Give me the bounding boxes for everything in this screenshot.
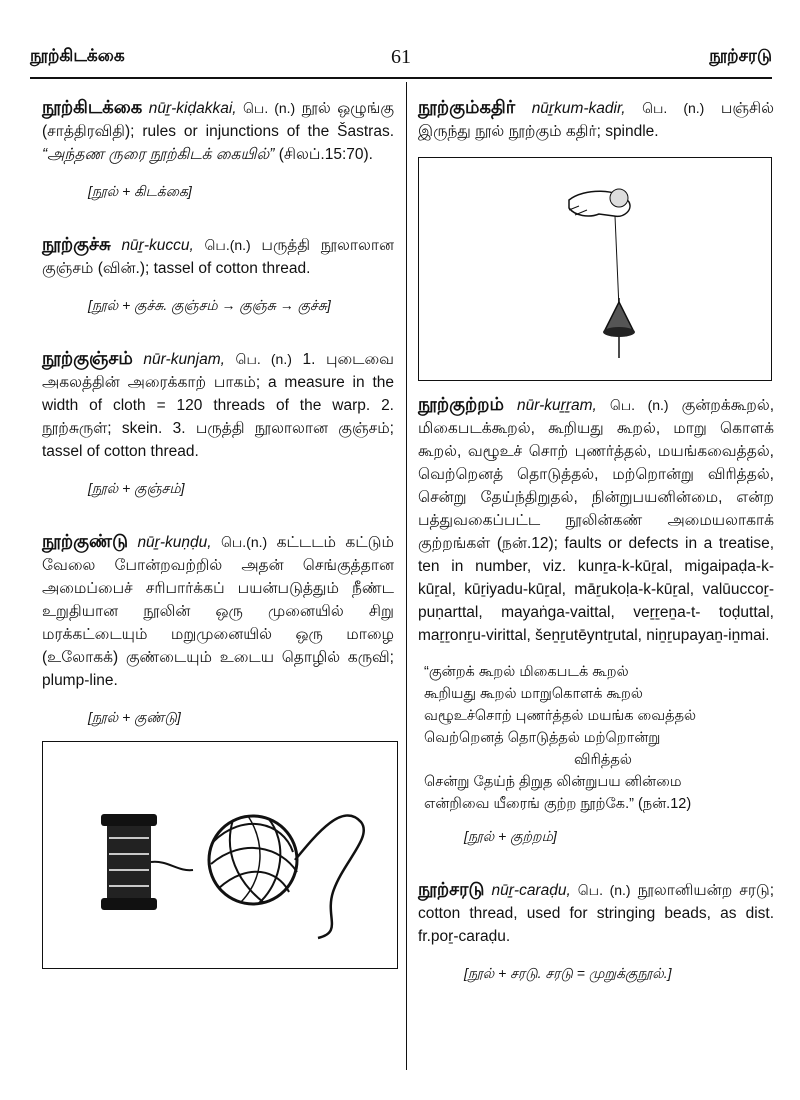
etymology: [நூல் + குச்சு. குஞ்சம் → குஞ்சு → குச்சு] (88, 297, 331, 313)
transliteration: nūṟ-kuṇḍu, (137, 534, 212, 551)
etymology: [நூல் + குண்டு] (88, 709, 181, 725)
verse-line-last (424, 793, 774, 815)
definition: குன்றக்கூறல், மிகைபடக்கூறல், கூறியது கூறல், மாறு கொளக் கூறல், வழூஉச் சொற் புணர்த்தல், மயங்கவைத்தல், வெற்றெனத் தொடுத்தல், மற்றொன்று விரித்தல், சென்று தேய்ந்திறுதல், நின்றுபயனின்மை, என்ற பத்துவகைப்பட்ட நூலின்கண் அமையலாகாக் குற்றங்கள் (நன்.12); faults or defects in a treatise, ten in number, viz. kunṟa-k-kūṟal, migaipaḍa-k-kūṟal, kūṟiyadu-kūṟal, māṟukoḷa-k-kūṟal, valūuccoṟ-puṇarttal, mayaṅga-vaittal, veṟṟeṉa-t- toḍuttal, maṟṟonṟu-virittal, šeṉṟutēyntṟutal, niṉṟupayaṉ-iṉmai. (418, 397, 775, 644)
part-of-speech: பெ.(n.) (220, 534, 268, 550)
entry-nurkum-kadir (418, 96, 774, 143)
headword: நூற்குற்றம் (418, 394, 505, 414)
headword: நூற்கிடக்கை (42, 97, 143, 117)
page-header (30, 36, 772, 76)
running-head-left: நூற்கிடக்கை (30, 46, 125, 65)
right-column (418, 96, 774, 985)
entry-nur-caradu (418, 878, 774, 948)
verse-quotation (424, 661, 774, 815)
left-column (42, 96, 394, 983)
spindle-illustration (418, 157, 772, 381)
transliteration: nūr-kuṟṟam, (517, 397, 597, 414)
part-of-speech: பெ. (n.) (642, 100, 705, 116)
verse-line: வெற்றெனத் தொடுத்தல் மற்றொன்று (424, 730, 661, 746)
column-divider (406, 82, 407, 1070)
etymology: [நூல் + குஞ்சம்] (88, 480, 185, 496)
verse-line: விரித்தல் (574, 752, 632, 768)
etymology: [நூல் + குற்றம்] (464, 828, 557, 844)
headword: நூற்குண்டு (42, 531, 129, 551)
transliteration: nūṟ-kiḍakkai, (148, 100, 237, 117)
entry-nur-kidakkai (42, 96, 394, 166)
part-of-speech: பெ. (n.) (243, 100, 296, 116)
quotation: “அந்தண ருரை நூற்கிடக் கையில்” (42, 146, 275, 163)
verse-line: என்றிவை யீரைங் குற்ற நூற்கே.” (424, 796, 634, 812)
etymology: [நூல் + கிடக்கை] (88, 183, 192, 199)
entry-nur-kurram (418, 393, 774, 647)
verse-line: வழூஉச்சொற் புணர்த்தல் மயங்க வைத்தல் (424, 708, 697, 724)
definition: கட்டடம் கட்டும் வேலை போன்றவற்றில் அதன் செங்குத்தான அமைப்பைச் சரிபார்க்கப் பயன்படுத்தும் நீண்ட உறுதியான நூலின் ஒரு முனையில் சிறு மரக்கட்டையும் மறுமுனையில் ஒரு மாழை (உலோகக்) குண்டையும் உடைய தொழில் கருவி; plump-line. (42, 534, 394, 689)
transliteration: nūṟ-caraḍu, (491, 882, 571, 899)
spool-and-ball-drawing (43, 742, 397, 968)
spool-icon (101, 814, 193, 910)
running-head-right: நூற்சரடு (709, 46, 772, 65)
headword: நூற்குச்சு (42, 234, 111, 254)
yarn-ball-icon (209, 816, 364, 938)
hand-icon (569, 189, 630, 216)
spindle-icon (603, 298, 635, 358)
part-of-speech: பெ.(n.) (204, 237, 251, 253)
definition: பஞ்சில் இருந்து நூல் நூற்கும் கதிர்; spindle. (418, 100, 775, 140)
etymology: [நூல் + சரடு. சரடு = முறுக்குநூல்.] (464, 965, 672, 981)
definition: நூல் ஒழுங்கு (சாத்திரவிதி); rules or injunctions of the Šastras. (42, 100, 394, 140)
headword: நூற்சரடு (418, 879, 485, 899)
verse-line: கூறியது கூறல் மாறுகொளக் கூறல் (424, 686, 643, 702)
verse-line: “குன்றக் கூறல் மிகைபடக் கூறல் (424, 664, 629, 680)
headword: நூற்குஞ்சம் (42, 348, 133, 368)
verse-citation: (நன்.12) (637, 796, 692, 812)
verse-line: சென்று தேய்ந் திறுத லின்றுபய னின்மை (424, 774, 682, 790)
entry-nur-kuccu (42, 233, 394, 280)
definition: பருத்தி நூலாலான குஞ்சம் (வின்.); tassel of cotton thread. (42, 237, 395, 277)
thread-spool-illustration (42, 741, 398, 969)
transliteration: nūṟ-kuccu, (121, 237, 194, 254)
definition: 1. புடைவை அகலத்தின் அரைக்காற் பாகம்; a measure in the width of cloth = 120 threads of the warp. 2. நூற்சுருள்; skein. 3. பருத்தி நூலாலான குஞ்சம்; tassel of cotton thread. (42, 351, 395, 460)
citation: (சிலப்.15:70). (278, 146, 373, 163)
thread-line (615, 216, 619, 308)
entry-nur-kunjam (42, 347, 394, 463)
transliteration: nūṟkum-kadir, (531, 100, 626, 117)
part-of-speech: பெ. (n.) (609, 397, 669, 413)
definition: நூலானியன்ற சரடு; cotton thread, used for stringing beads, as dist. fr.poṟ-caraḍu. (418, 882, 775, 945)
headword: நூற்கும்கதிர் (418, 97, 516, 117)
entry-nur-kundu (42, 530, 394, 692)
page-number: 61 (391, 46, 411, 68)
header-rule (30, 77, 772, 79)
part-of-speech: பெ. (n.) (577, 882, 631, 898)
spindle-drawing (419, 158, 771, 380)
part-of-speech: பெ. (n.) (235, 351, 292, 367)
transliteration: nūr-kunjam, (143, 351, 225, 368)
